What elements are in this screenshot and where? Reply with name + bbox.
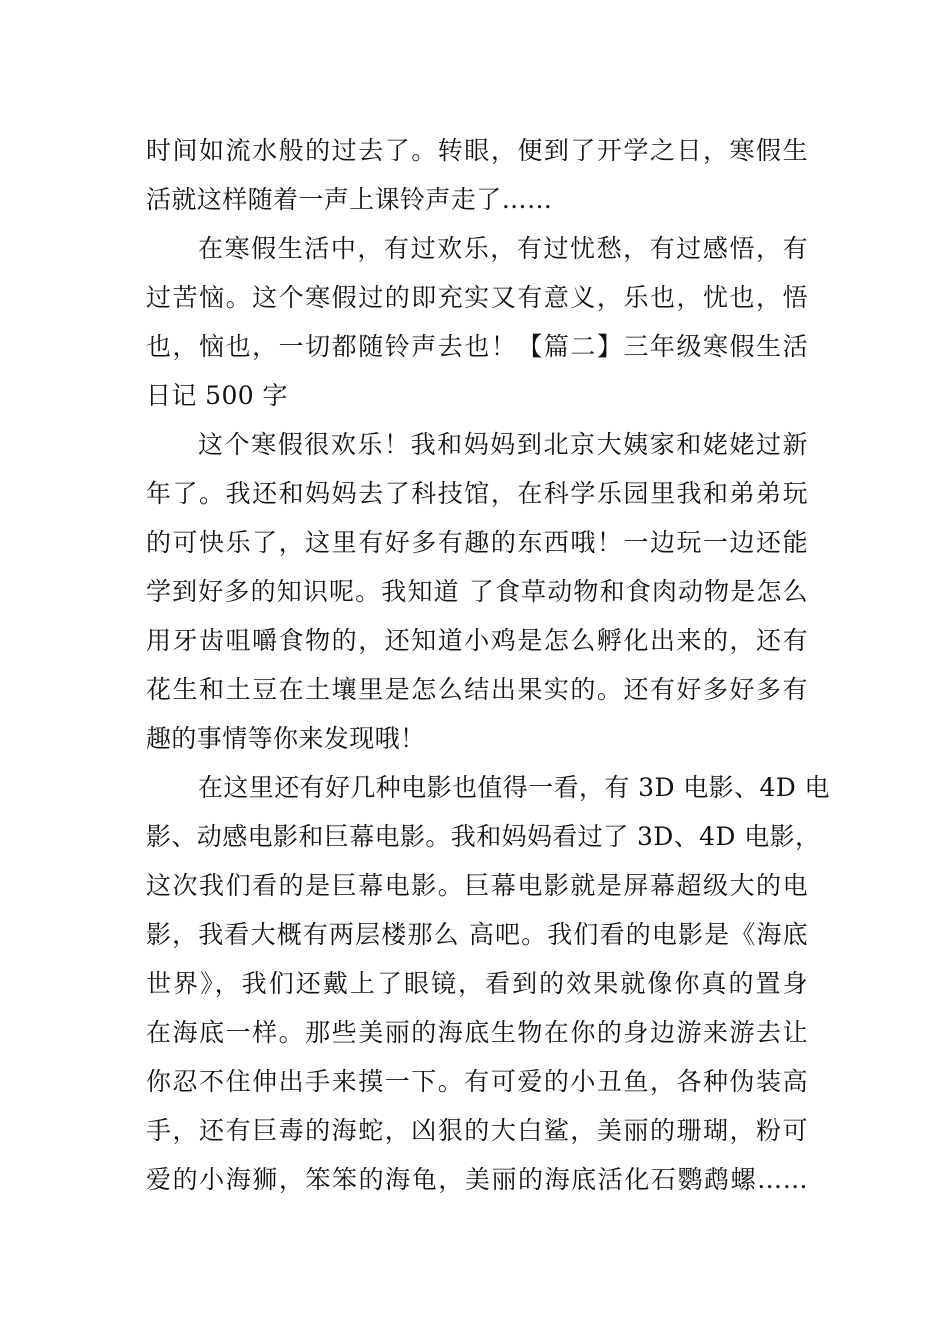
text-line: 趣的事情等你来发现哦！ xyxy=(146,724,426,753)
text-line: 爱的小海狮，笨笨的海龟，美丽的海底活化石鹦鹉螺…… xyxy=(146,1165,808,1194)
text-line: 过苦恼。这个寒假过的即充实又有意义，乐也，忧也，悟 xyxy=(146,283,808,312)
text-line: 的可快乐了，这里有好多有趣的东西哦！一边玩一边还能 xyxy=(146,528,808,557)
body-text xyxy=(146,126,830,1204)
text-line: 年了。我还和妈妈去了科技馆，在科学乐园里我和弟弟玩 xyxy=(146,479,808,508)
text-line: 影、动感电影和巨幕电影。我和妈妈看过了 3D、4D 电影， xyxy=(146,822,821,851)
text-line: 活就这样随着一声上课铃声走了…… xyxy=(146,185,553,214)
text-line: 也，恼也，一切都随铃声去也！【篇二】三年级寒假生活 xyxy=(146,332,808,361)
paragraph-first-line: 在寒假生活中，有过欢乐，有过忧愁，有过感悟，有 xyxy=(198,234,808,263)
text-line: 手，还有巨毒的海蛇，凶狠的大白鲨，美丽的珊瑚，粉可 xyxy=(146,1116,808,1145)
text-line: 日记 500 字 xyxy=(146,381,288,410)
paragraph-first-line: 这个寒假很欢乐！我和妈妈到北京大姨家和姥姥过新 xyxy=(198,430,808,459)
text-line: 学到好多的知识呢。我知道 了食草动物和食肉动物是怎么 xyxy=(146,577,808,606)
text-line: 影，我看大概有两层楼那么 高吧。我们看的电影是《海底 xyxy=(146,920,808,949)
text-line: 世界》，我们还戴上了眼镜，看到的效果就像你真的置身 xyxy=(146,969,808,998)
text-line: 用牙齿咀嚼食物的，还知道小鸡是怎么孵化出来的，还有 xyxy=(146,626,808,655)
text-line: 在海底一样。那些美丽的海底生物在你的身边游来游去让 xyxy=(146,1018,808,1047)
text-line: 这次我们看的是巨幕电影。巨幕电影就是屏幕超级大的电 xyxy=(146,871,808,900)
text-line: 你忍不住伸出手来摸一下。有可爱的小丑鱼，各种伪装高 xyxy=(146,1067,808,1096)
text-line: 时间如流水般的过去了。转眼，便到了开学之日，寒假生 xyxy=(146,136,808,165)
paragraph-first-line: 在这里还有好几种电影也值得一看，有 3D 电影、4D 电 xyxy=(198,773,830,802)
text-line: 花生和土豆在土壤里是怎么结出果实的。还有好多好多有 xyxy=(146,675,808,704)
